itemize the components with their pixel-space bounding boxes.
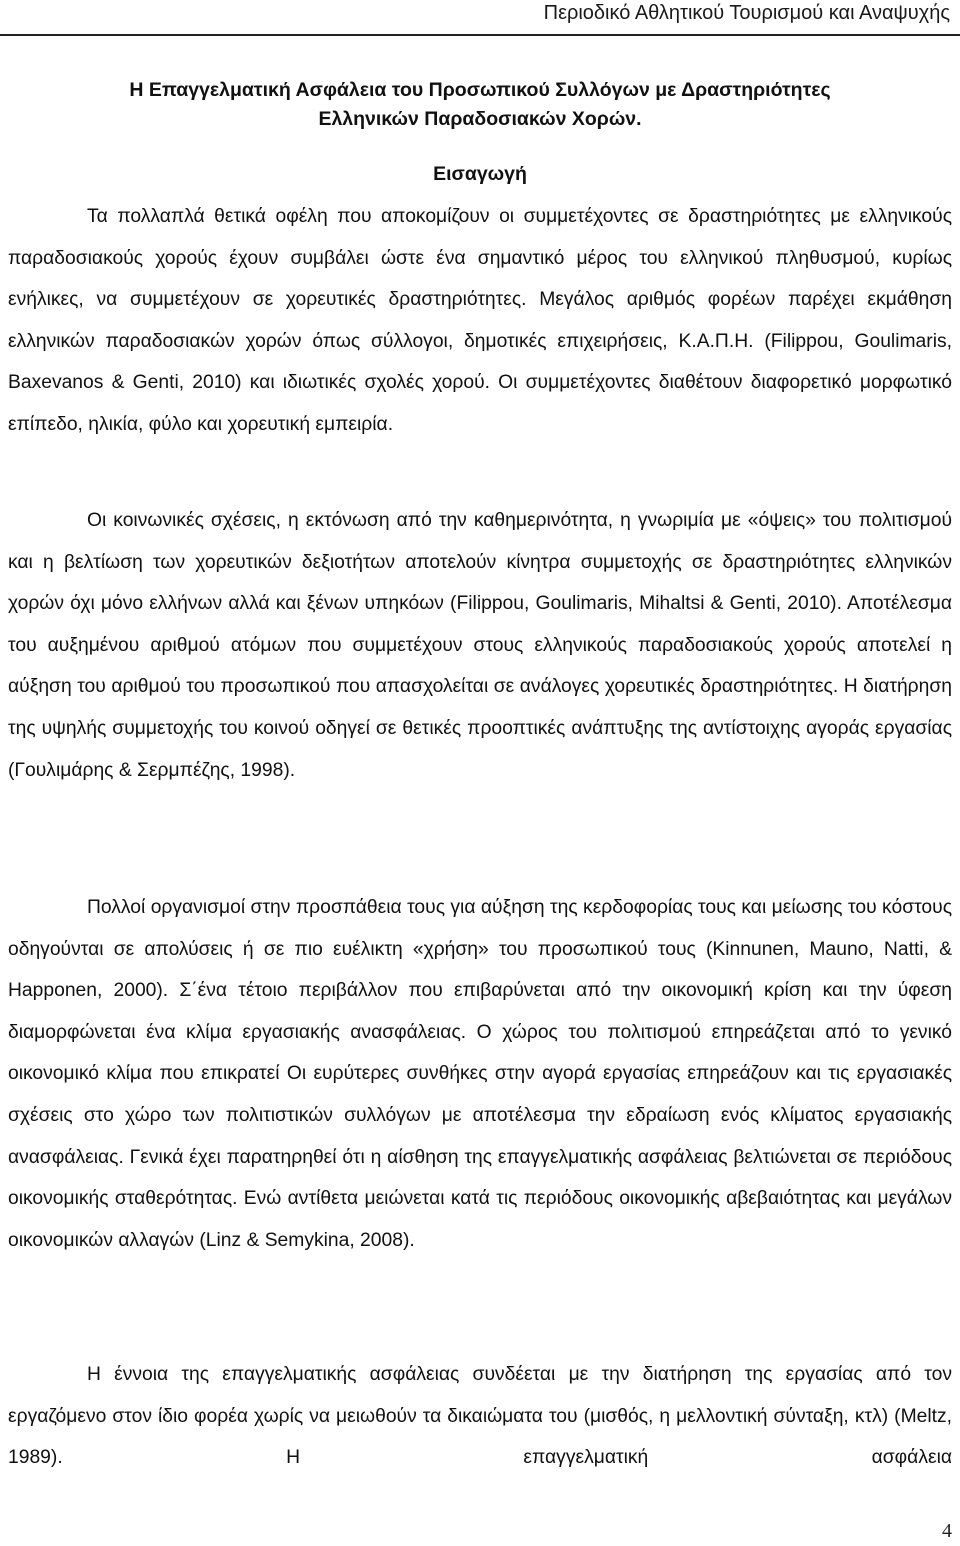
header-rule [0,34,960,36]
body-paragraph: Τα πολλαπλά θετικά οφέλη που αποκομίζουν οι συμμετέχοντες σε δραστηριότητες με ελληνικούς παραδοσιακούς χορούς έχουν συμβάλει ώστε ένα σημαντικό μέρος του ελληνικού πληθυσμού, κυρίως ενήλικες, να συμμετέχουν σε χορευτικές δραστηριότητες. Μεγάλος αριθμός φορέων παρέχει εκμάθηση ελληνικών παραδοσιακών χορών όπως σύλλογοι, δημοτικές επιχειρήσεις, Κ.Α.Π.Η. (Filippou, Goulimaris, Baxevanos & Genti, 2010) και ιδιωτικές σχολές χορού. Οι συμμετέχοντες διαθέτουν διαφορετικό μορφωτικό επίπεδο, ηλικία, φύλο και χορευτική εμπειρία. [8,206,952,435]
body-paragraph: Οι κοινωνικές σχέσεις, η εκτόνωση από την καθημερινότητα, η γνωριμία με «όψεις» του πολιτισμού και η βελτίωση των χορευτικών δεξιοτήτων αποτελούν κίνητρα συμμετοχής σε δραστηριότητες ελληνικών χορών όχι μόνο ελλήνων αλλά και ξένων υπηκόων (Filippou, Goulimaris, Mihaltsi & Genti, 2010). Αποτέλεσμα του αυξημένου αριθμού ατόμων που συμμετέχουν στους ελληνικούς παραδοσιακούς χορούς αποτελεί η αύξηση του αριθμού του προσωπικού που απασχολείται σε ανάλογες χορευτικές δραστηριότητες. Η διατήρηση της υψηλής συμμετοχής του κοινού οδηγεί σε θετικές προοπτικές ανάπτυξης της αντίστοιχης αγοράς εργασίας (Γουλιμάρης & Σερμπέζης, 1998). [8,510,952,781]
article-title-line-2: Ελληνικών Παραδοσιακών Χορών. [318,108,642,130]
body-paragraph: Πολλοί οργανισμοί στην προσπάθεια τους για αύξηση της κερδοφορίας τους και μείωσης του κόστους οδηγούνται σε απολύσεις ή σε πιο ευέλικτη «χρήση» του προσωπικού τους (Kinnunen, Mauno, Natti, & Happonen, 2000). Σ΄ένα τέτοιο περιβάλλον που επιβαρύνεται από την οικονομική κρίση και την ύφεση διαμορφώνεται ένα κλίμα εργασιακής ανασφάλειας. Ο χώρος του πολιτισμού επηρεάζεται από το γενικό οικονομικό κλίμα που επικρατεί Οι ευρύτερες συνθήκες στην αγορά εργασίας επηρεάζουν και τις εργασιακές σχέσεις στο χώρο των πολιτιστικών συλλόγων με αποτέλεσμα την εδραίωση ενός κλίματος εργασιακής ανασφάλειας. Γενικά έχει παρατηρηθεί ότι η αίσθηση της επαγγελματικής ασφάλειας βελτιώνεται σε περιόδους οικονομικής σταθερότητας. Ενώ αντίθετα μειώνεται κατά τις περιόδους οικονομικής αβεβαιότητας και μεγάλων οικονομικών αλλαγών (Linz & Semykina, 2008). [8,897,952,1251]
article-title-line-1: Η Επαγγελματική Ασφάλεια του Προσωπικού Συλλόγων με Δραστηριότητες [129,79,831,101]
body-paragraph: Η έννοια της επαγγελματικής ασφάλειας συνδέεται με την διατήρηση της εργασίας από τον εργαζόμενο στον ίδιο φορέα χωρίς να μειωθούν τα δικαιώματα του (μισθός, η μελλοντική σύνταξη, κτλ) (Meltz, 1989). Η επαγγελματική ασφάλεια [8,1364,952,1469]
article-title [8,76,952,134]
journal-running-header: Περιοδικό Αθλητικού Τουρισμού και Αναψυχής [543,2,950,24]
section-heading-introduction: Εισαγωγή [433,163,527,185]
page-number: 4 [942,1520,952,1542]
